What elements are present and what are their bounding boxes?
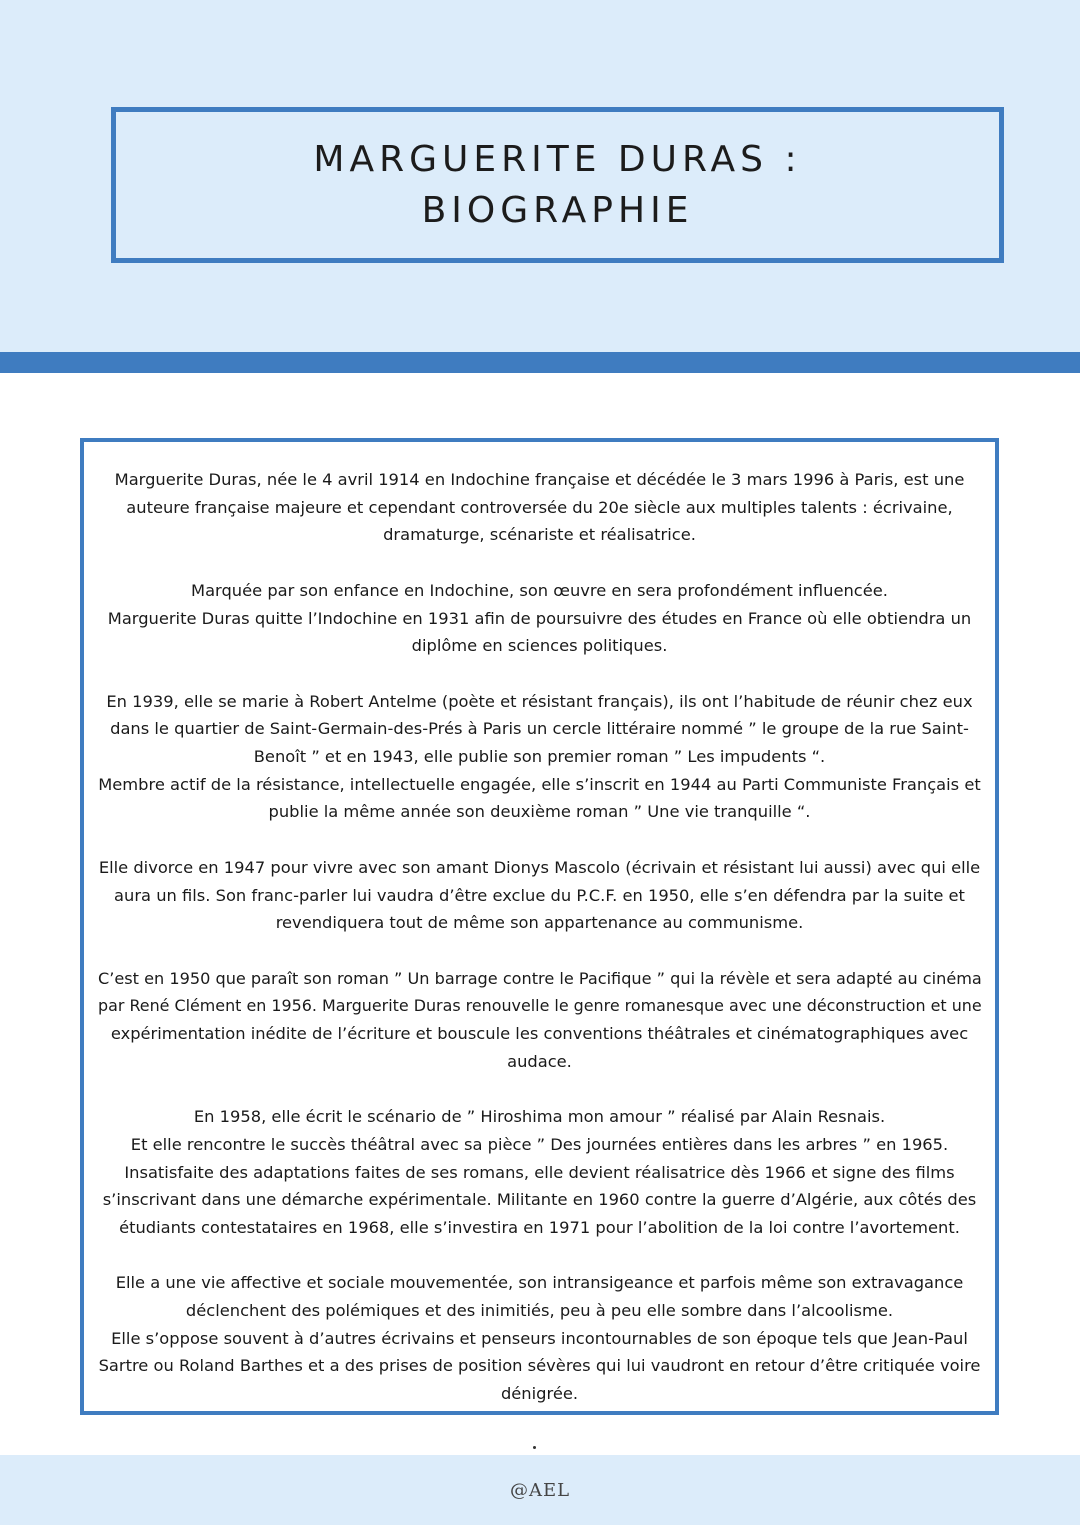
text-line: audace. bbox=[507, 1051, 572, 1071]
text-line: étudiants contestataires en 1968, elle s’investira en 1971 pour l’abolition de la loi contre l’avortement. bbox=[119, 1217, 960, 1237]
page-title-line-2: BIOGRAPHIE bbox=[421, 190, 694, 231]
text-line: Membre actif de la résistance, intellectuelle engagée, elle s’inscrit en 1944 au Parti Communiste Français et bbox=[98, 774, 981, 794]
biography-paragraph bbox=[98, 577, 981, 660]
biography-paragraph bbox=[98, 854, 981, 937]
dot-mark bbox=[533, 1446, 536, 1449]
text-line: Marquée par son enfance en Indochine, son œuvre en sera profondément influencée. bbox=[191, 580, 888, 600]
text-line: Elle s’oppose souvent à d’autres écrivains et penseurs incontournables de son époque tels que Jean-Paul bbox=[111, 1328, 968, 1348]
accent-divider bbox=[0, 352, 1080, 373]
text-line: publie la même année son deuxième roman ” Une vie tranquille “. bbox=[268, 802, 811, 822]
text-line: En 1958, elle écrit le scénario de ” Hiroshima mon amour ” réalisé par Alain Resnais. bbox=[193, 1107, 886, 1127]
text-line: Marguerite Duras quitte l’Indochine en 1931 afin de poursuivre des études en France où elle obtiendra un bbox=[107, 608, 972, 628]
text-line: diplôme en sciences politiques. bbox=[411, 636, 668, 656]
text-line: auteure française majeure et cependant controversée du 20e siècle aux multiples talents : écrivaine, bbox=[126, 497, 953, 517]
text-line: En 1939, elle se marie à Robert Antelme (poète et résistant français), ils ont l’habitude de réunir chez eux bbox=[106, 691, 973, 711]
text-line: par René Clément en 1956. Marguerite Duras renouvelle le genre romanesque avec une déconstruction et une bbox=[98, 996, 982, 1016]
footer-signature: @AEL bbox=[509, 1479, 571, 1501]
text-line: dans le quartier de Saint-Germain-des-Prés à Paris un cercle littéraire nommé ” le groupe de la rue Saint- bbox=[110, 719, 969, 739]
footer bbox=[0, 1455, 1080, 1525]
text-line: s’inscrivant dans une démarche expérimentale. Militante en 1960 contre la guerre d’Algérie, aux côtés des bbox=[102, 1190, 977, 1210]
page-title-line-1: MARGUERITE DURAS : bbox=[313, 139, 802, 180]
biography-paragraph bbox=[98, 1103, 981, 1242]
title-box bbox=[111, 107, 1004, 263]
biography-text bbox=[98, 466, 981, 1408]
biography-paragraph bbox=[98, 1269, 981, 1408]
text-line: Insatisfaite des adaptations faites de ses romans, elle devient réalisatrice dès 1966 et signe des films bbox=[124, 1162, 955, 1182]
text-line: Et elle rencontre le succès théâtral avec sa pièce ” Des journées entières dans les arbres ” en 1965. bbox=[130, 1134, 949, 1154]
text-line: Elle a une vie affective et sociale mouvementée, son intransigeance et parfois même son extravagance bbox=[115, 1273, 964, 1293]
text-line: aura un fils. Son franc-parler lui vaudra d’être exclue du P.C.F. en 1950, elle s’en défendra par la suite et bbox=[114, 885, 965, 905]
text-line: C’est en 1950 que paraît son roman ” Un barrage contre le Pacifique ” qui la révèle et sera adapté au cinéma bbox=[98, 968, 982, 988]
text-line: dramaturge, scénariste et réalisatrice. bbox=[383, 525, 696, 545]
text-line: Sartre ou Roland Barthes et a des prises de position sévères qui lui vaudront en retour d’être critiquée voire bbox=[98, 1356, 981, 1376]
text-line: Benoît ” et en 1943, elle publie son premier roman ” Les impudents “. bbox=[253, 747, 826, 766]
text-line: Elle divorce en 1947 pour vivre avec son amant Dionys Mascolo (écrivain et résistant lui aussi) avec qui elle bbox=[98, 857, 981, 877]
biography-paragraph bbox=[98, 965, 981, 1076]
text-line: Marguerite Duras, née le 4 avril 1914 en Indochine française et décédée le 3 mars 1996 à Paris, est une bbox=[114, 470, 965, 489]
text-line: dénigrée. bbox=[500, 1384, 579, 1404]
biography-box bbox=[80, 438, 999, 1415]
text-line: revendiquera tout de même son appartenance au communisme. bbox=[275, 913, 804, 933]
biography-paragraph bbox=[98, 688, 981, 827]
biography-paragraph bbox=[98, 466, 981, 549]
text-line: déclenchent des polémiques et des inimitiés, peu à peu elle sombre dans l’alcoolisme. bbox=[185, 1301, 894, 1320]
text-line: expérimentation inédite de l’écriture et bouscule les conventions théâtrales et cinématographiques avec bbox=[110, 1024, 969, 1043]
